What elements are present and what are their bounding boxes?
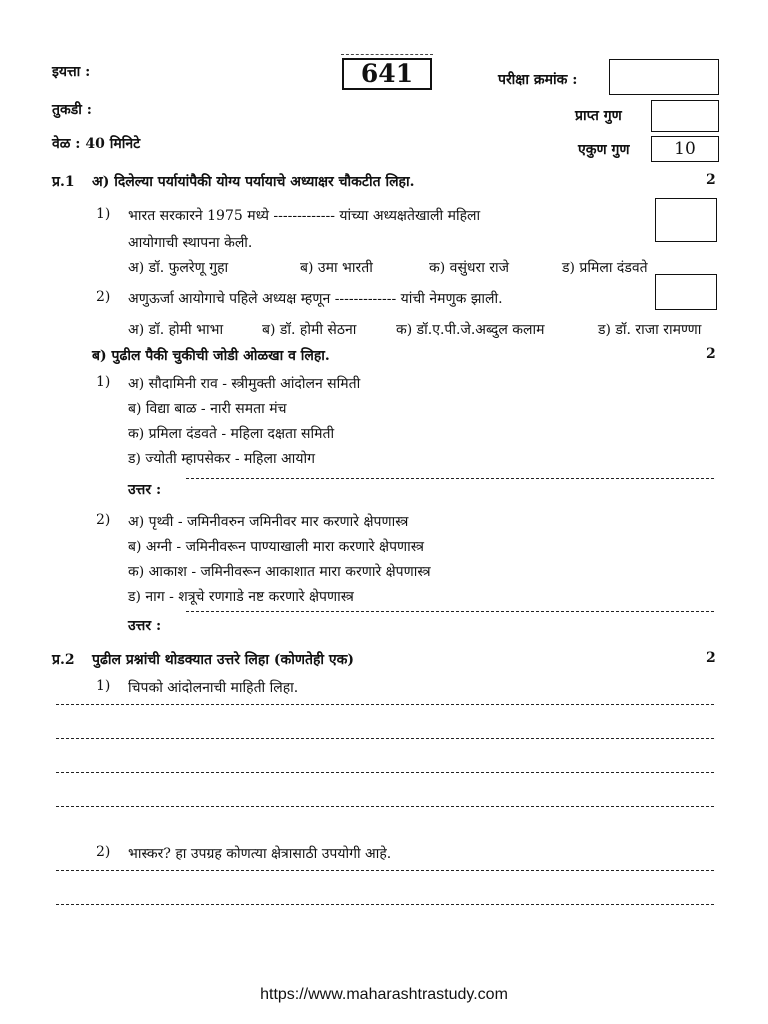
q1-b1-answer-label: उत्तर : <box>128 482 162 498</box>
q1-number: प्र.1 <box>52 174 75 190</box>
q1-a1-option-a[interactable]: अ) डॉ. फुलरेणू गुहा <box>128 260 229 276</box>
q1-a1-option-d[interactable]: ड) प्रमिला दंडवते <box>562 260 648 276</box>
q1-a2-option-d[interactable]: ड) डॉ. राजा रामण्णा <box>598 322 702 338</box>
q1-a2-option-c[interactable]: क) डॉ.ए.पी.जे.अब्दुल कलाम <box>396 322 545 338</box>
q1-b2-number: 2) <box>96 512 111 528</box>
total-marks-label: एकुण गुण <box>578 142 630 158</box>
paper-code: 641 <box>342 58 432 90</box>
q1-a1-number: 1) <box>96 206 111 222</box>
roll-number-box[interactable] <box>609 59 719 95</box>
q1-b1-answer-line[interactable] <box>186 478 714 479</box>
q2-2-number: 2) <box>96 844 111 860</box>
q1-b2-answer-line-top <box>186 611 714 612</box>
q1-a2-option-b[interactable]: ब) डॉ. होमी सेठना <box>262 322 357 338</box>
q2-1-text: चिपको आंदोलनाची माहिती लिहा. <box>128 680 299 696</box>
standard-label: इयत्ता : <box>52 64 91 80</box>
q1-a2-line1: अणुऊर्जा आयोगाचे पहिले अध्यक्ष म्हणून ------------- यांची नेमणुक झाली. <box>128 291 503 307</box>
q2-marks: 2 <box>706 650 716 666</box>
q1-b-marks: 2 <box>706 346 716 362</box>
q1-b-title: ब) पुढील पैकी चुकीची जोडी ओळखा व लिहा. <box>92 348 330 364</box>
total-marks-box: 10 <box>651 136 719 162</box>
q1-a2-option-a[interactable]: अ) डॉ. होमी भाभा <box>128 322 224 338</box>
q1-a1-option-c[interactable]: क) वसुंधरा राजे <box>429 260 510 276</box>
q1-a2-number: 2) <box>96 289 111 305</box>
q1-b1-pair-d: ड) ज्योती म्हापसेकर - महिला आयोग <box>128 451 315 467</box>
q2-1-answer-line-2[interactable] <box>56 738 714 739</box>
q1-b2-pair-b: ब) अग्नी - जमिनीवरून पाण्याखाली मारा करणारे क्षेपणास्त्र <box>128 539 424 555</box>
q2-2-answer-line-1[interactable] <box>56 870 714 871</box>
time-label: वेळ : 40 मिनिटे <box>52 136 141 152</box>
q1-b2-pair-d: ड) नाग - शत्रूचे रणगाडे नष्ट करणारे क्षेपणास्त्र <box>128 589 354 605</box>
roll-number-label: परीक्षा क्रमांक : <box>498 72 578 88</box>
q1-a-marks: 2 <box>706 172 716 188</box>
source-url: https://www.maharashtrastudy.com <box>260 986 508 1003</box>
q1-b2-answer-label: उत्तर : <box>128 618 162 634</box>
q1-b1-number: 1) <box>96 374 111 390</box>
q1-b2-pair-a: अ) पृथ्वी - जमिनीवरुन जमिनीवर मार करणारे क्षेपणास्त्र <box>128 514 409 530</box>
q1-b1-pair-a: अ) सौदामिनी राव - स्त्रीमुक्ती आंदोलन समिती <box>128 376 361 392</box>
q2-1-number: 1) <box>96 678 111 694</box>
q1-a1-line2: आयोगाची स्थापना केली. <box>128 235 253 251</box>
q2-title: पुढील प्रश्नांची थोडक्यात उत्तरे लिहा (कोणतेही एक) <box>92 652 355 668</box>
q1-a1-answer-box[interactable] <box>655 198 717 242</box>
q2-2-answer-line-2[interactable] <box>56 904 714 905</box>
q1-b2-pair-c: क) आकाश - जमिनीवरून आकाशात मारा करणारे क्षेपणास्त्र <box>128 564 431 580</box>
q1-a1-option-b[interactable]: ब) उमा भारती <box>300 260 373 276</box>
q1-b1-pair-b: ब) विद्या बाळ - नारी समता मंच <box>128 401 287 417</box>
q2-1-answer-line-4[interactable] <box>56 806 714 807</box>
q1-a-title: अ) दिलेल्या पर्यायांपैकी योग्य पर्यायाचे अध्याक्षर चौकटीत लिहा. <box>92 174 415 190</box>
obtained-marks-label: प्राप्त गुण <box>575 108 622 124</box>
q1-a2-answer-box[interactable] <box>655 274 717 310</box>
q2-1-answer-line-1[interactable] <box>56 704 714 705</box>
q1-a1-line1: भारत सरकारने 1975 मध्ये ------------- यांच्या अध्यक्षतेखाली महिला <box>128 208 481 224</box>
q1-b1-pair-c: क) प्रमिला दंडवते - महिला दक्षता समिती <box>128 426 335 442</box>
q2-1-answer-line-3[interactable] <box>56 772 714 773</box>
q2-number: प्र.2 <box>52 652 75 668</box>
q2-2-text: भास्कर? हा उपग्रह कोणत्या क्षेत्रासाठी उपयोगी आहे. <box>128 846 392 862</box>
division-label: तुकडी : <box>52 102 92 118</box>
obtained-marks-box[interactable] <box>651 100 719 132</box>
